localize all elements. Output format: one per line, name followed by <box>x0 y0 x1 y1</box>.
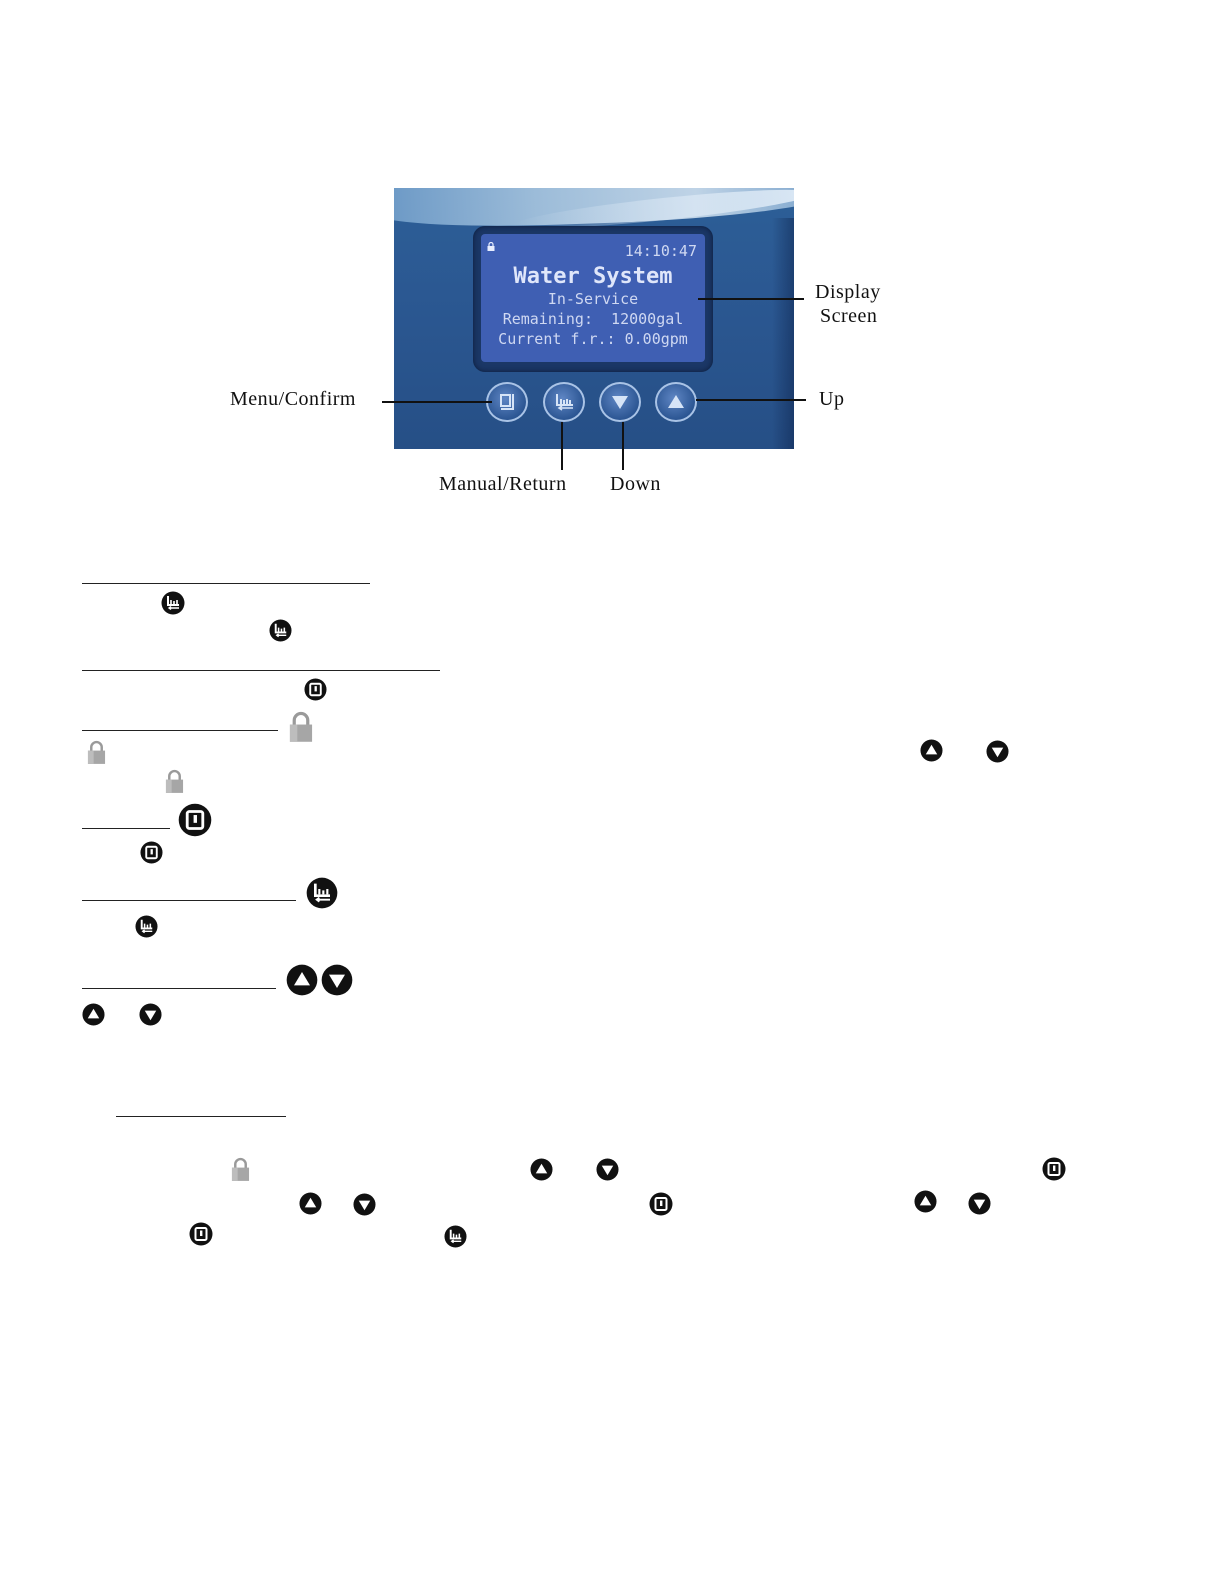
down-arrow-icon <box>321 964 353 996</box>
manual-return-icon <box>269 619 292 642</box>
heading-rule-1 <box>82 583 370 584</box>
up-leader <box>696 399 806 401</box>
up-arrow-icon <box>82 1003 105 1026</box>
menu-confirm-icon <box>140 841 163 864</box>
lock-icon <box>231 1157 250 1182</box>
up-button[interactable] <box>655 382 697 422</box>
down-arrow-icon <box>596 1158 619 1181</box>
display-current-flow: Current f.r.: 0.00gpm <box>498 330 688 348</box>
down-arrow-icon <box>986 740 1009 763</box>
controller-panel <box>394 188 794 449</box>
menu-confirm-icon <box>649 1192 673 1216</box>
manual-return-leader <box>561 422 563 470</box>
up-arrow-icon <box>530 1158 553 1181</box>
display-remaining: Remaining: 12000gal <box>502 310 684 328</box>
menu-confirm-icon <box>178 803 212 837</box>
down-arrow-icon <box>353 1193 376 1216</box>
manual-return-icon <box>161 591 185 615</box>
down-arrow-icon <box>968 1192 991 1215</box>
display-time: 14:10:47 <box>624 242 697 260</box>
down-label: Down <box>610 473 661 495</box>
menu-confirm-button[interactable] <box>486 382 528 422</box>
heading-rule-2 <box>82 670 440 671</box>
lock-icon <box>288 711 314 743</box>
heading-rule-7 <box>116 1116 286 1117</box>
display-bezel <box>473 226 713 372</box>
menu-confirm-icon <box>189 1222 213 1246</box>
lock-icon <box>487 242 495 251</box>
up-arrow-icon <box>665 391 687 413</box>
menu-confirm-icon <box>1042 1157 1066 1181</box>
display-status: In-Service <box>547 290 639 308</box>
up-label: Up <box>819 388 845 410</box>
lock-icon <box>87 740 106 765</box>
manual-return-icon <box>135 915 158 938</box>
down-arrow-icon <box>609 391 631 413</box>
heading-rule-4 <box>82 828 170 829</box>
up-arrow-icon <box>920 739 943 762</box>
up-arrow-icon <box>299 1192 322 1215</box>
heading-rule-5 <box>82 900 296 901</box>
manual-return-icon <box>553 391 577 413</box>
heading-rule-6 <box>82 988 276 989</box>
menu-confirm-icon <box>496 391 518 413</box>
lock-icon <box>165 769 184 794</box>
manual-return-button[interactable] <box>543 382 585 422</box>
manual-return-icon <box>444 1225 467 1248</box>
up-arrow-icon <box>286 964 318 996</box>
manual-return-label: Manual/Return <box>439 473 567 495</box>
menu-confirm-label: Menu/Confirm <box>230 388 356 410</box>
heading-rule-3 <box>82 730 278 731</box>
display-screen-label-line1: Display <box>815 281 881 303</box>
down-button[interactable] <box>599 382 641 422</box>
manual-return-icon <box>306 877 338 909</box>
display-screen-label-line2: Screen <box>820 305 878 327</box>
menu-confirm-leader <box>382 401 492 403</box>
display-screen <box>481 234 705 362</box>
down-leader <box>622 422 624 470</box>
up-arrow-icon <box>914 1190 937 1213</box>
menu-confirm-icon <box>304 678 327 701</box>
down-arrow-icon <box>139 1003 162 1026</box>
display-screen-leader <box>698 298 804 300</box>
display-title: Water System <box>513 264 673 289</box>
